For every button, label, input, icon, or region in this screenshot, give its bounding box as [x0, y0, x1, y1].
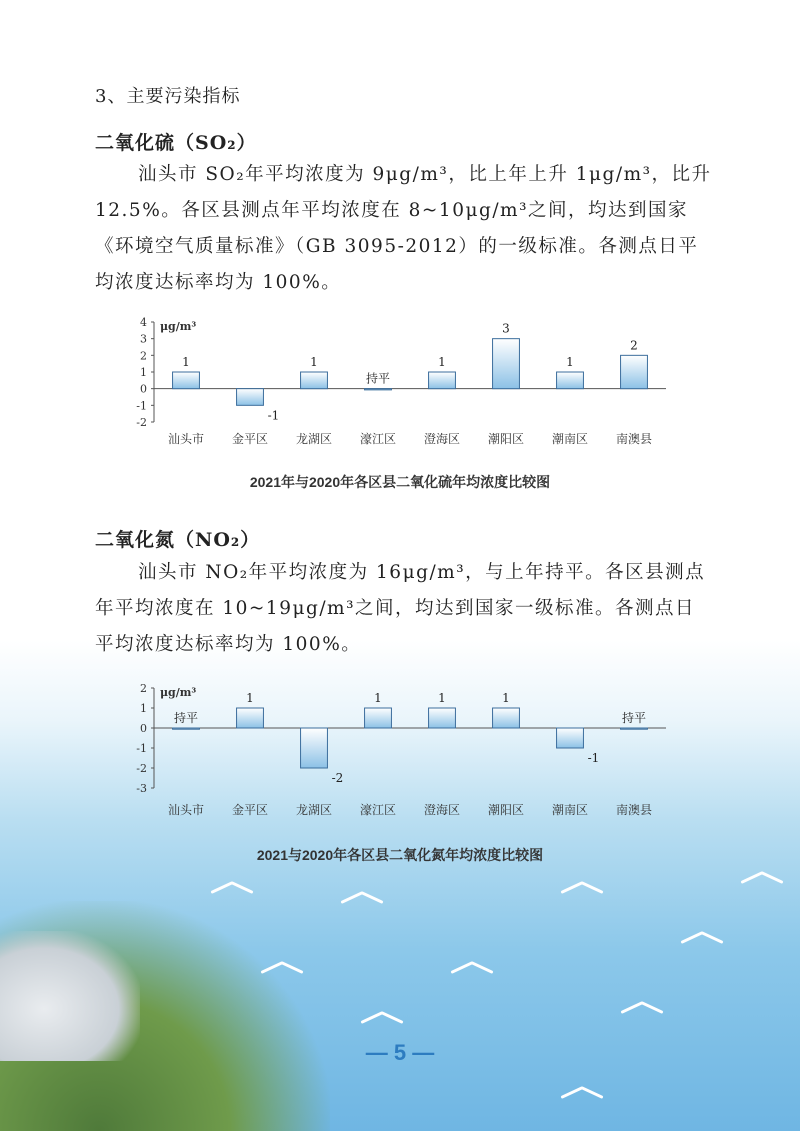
bar: [173, 372, 200, 389]
no2-line: 平均浓度达标率均为 100%。: [95, 634, 362, 655]
so2-heading: 二氧化硫（SO₂）: [95, 132, 257, 154]
so2-chart-caption: 2021年与2020年各区县二氧化硫年均浓度比较图: [249, 474, 551, 490]
category-label: 金平区: [231, 432, 269, 446]
category-label: 潮阳区: [487, 803, 525, 817]
category-label: 濠江区: [359, 803, 397, 817]
data-label: 1: [438, 691, 446, 705]
section-title: 3、主要污染指标: [95, 86, 241, 107]
data-label: 1: [502, 691, 510, 705]
bar: [365, 389, 392, 390]
bar: [493, 708, 520, 728]
category-label: 龙湖区: [295, 803, 333, 817]
category-label: 潮阳区: [487, 432, 525, 446]
no2-heading: 二氧化氮（NO₂）: [95, 529, 261, 551]
category-label: 澄海区: [423, 432, 461, 446]
bar: [429, 708, 456, 728]
data-label: 1: [566, 355, 574, 369]
so2-chart-svg: [118, 310, 678, 450]
bar: [557, 728, 584, 748]
bar: [621, 355, 648, 388]
data-label: 1: [310, 355, 318, 369]
bar: [237, 389, 264, 406]
category-label: 澄海区: [423, 803, 461, 817]
y-tick-label: 0: [140, 382, 147, 396]
so2-line: 均浓度达标率均为 100%。: [95, 272, 342, 293]
so2-line: 《环境空气质量标准》（GB 3095-2012）的一级标准。各测点日平: [95, 236, 699, 257]
category-label: 汕头市: [167, 432, 205, 446]
y-tick-label: 4: [140, 316, 147, 329]
data-label: 1: [438, 355, 446, 369]
data-label: 持平: [621, 711, 647, 725]
no2-chart-svg: [118, 672, 678, 822]
data-label: 持平: [173, 711, 199, 725]
y-tick-label: -2: [136, 416, 147, 429]
bar: [493, 339, 520, 389]
category-label: 南澳县: [615, 432, 653, 446]
y-tick-label: -1: [136, 742, 147, 755]
no2-chart-caption: 2021与2020年各区县二氧化氮年均浓度比较图: [256, 847, 544, 863]
data-label: 2: [630, 338, 638, 353]
y-tick-label: -1: [136, 399, 147, 413]
bar: [365, 708, 392, 728]
page-number: — 5 —: [365, 1040, 435, 1065]
so2-paragraph: [95, 157, 715, 301]
bar: [301, 728, 328, 768]
data-label: 1: [374, 691, 382, 705]
category-label: 南澳县: [615, 803, 653, 817]
so2-line: 汕头市 SO₂年平均浓度为 9μg/m³，比上年上升 1μg/m³，比升: [138, 164, 712, 185]
category-label: 潮南区: [551, 432, 589, 446]
no2-line: 年平均浓度在 10~19μg/m³之间，均达到国家一级标准。各测点日: [95, 598, 696, 619]
data-label: -1: [587, 751, 600, 765]
y-tick-label: -2: [136, 762, 147, 775]
data-label: -1: [267, 408, 280, 423]
category-label: 濠江区: [359, 432, 397, 446]
y-tick-label: 3: [140, 332, 147, 346]
data-label: 3: [502, 321, 510, 336]
data-label: 1: [182, 355, 190, 369]
category-label: 汕头市: [167, 803, 205, 817]
y-tick-label: 2: [140, 349, 147, 363]
category-label: 金平区: [231, 803, 269, 817]
bar: [301, 372, 328, 389]
data-label: 1: [246, 691, 254, 705]
data-label: -2: [331, 771, 344, 785]
no2-paragraph: [95, 555, 715, 663]
no2-chart: [118, 672, 678, 822]
chart-unit-label: μg/m³: [160, 686, 197, 699]
bar: [621, 728, 648, 729]
y-tick-label: 0: [140, 722, 147, 735]
y-tick-label: -3: [136, 782, 147, 795]
data-label: 持平: [365, 371, 391, 386]
y-tick-label: 1: [140, 366, 147, 379]
bar: [557, 372, 584, 389]
no2-line: 汕头市 NO₂年平均浓度为 16μg/m³，与上年持平。各区县测点: [138, 562, 706, 583]
category-label: 潮南区: [551, 803, 589, 817]
category-label: 龙湖区: [295, 432, 333, 446]
bar: [429, 372, 456, 389]
y-tick-label: 2: [140, 682, 147, 695]
y-tick-label: 1: [140, 702, 147, 715]
bar: [173, 728, 200, 729]
so2-chart: [118, 310, 678, 450]
bar: [237, 708, 264, 728]
chart-unit-label: μg/m³: [160, 320, 197, 333]
so2-line: 12.5%。各区县测点年平均浓度在 8~10μg/m³之间，均达到国家: [95, 200, 689, 221]
